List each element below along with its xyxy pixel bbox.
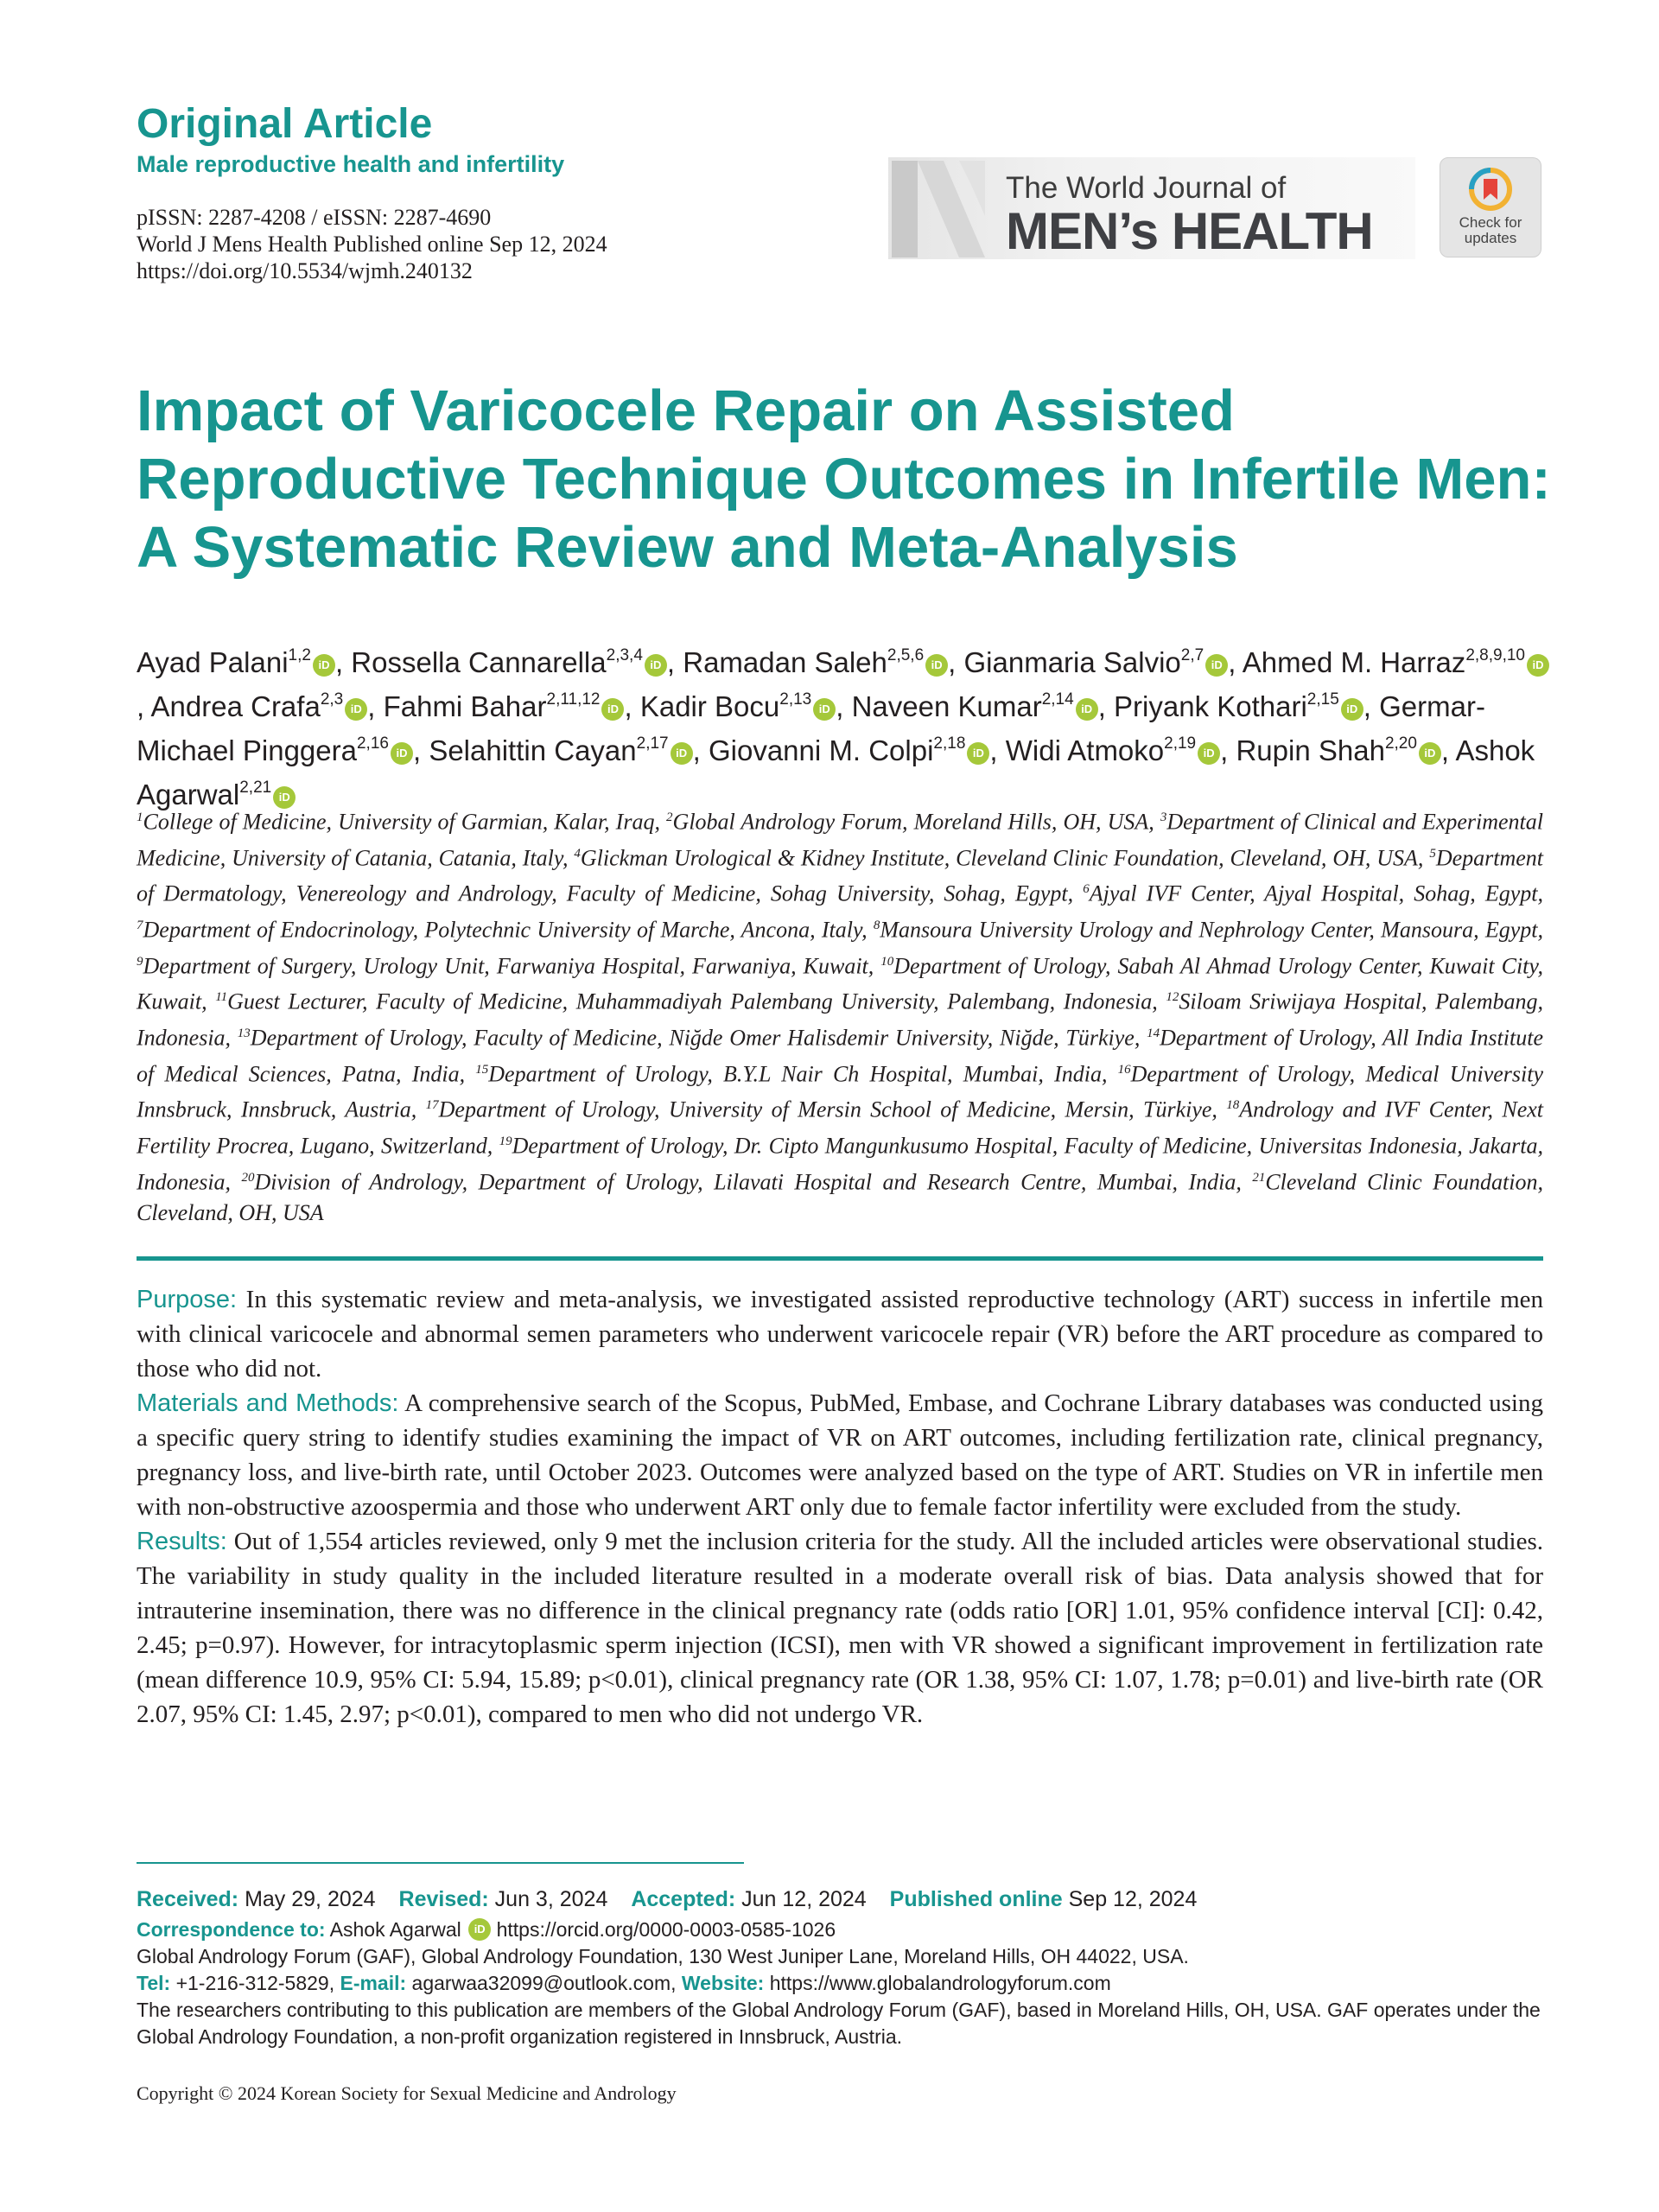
author-affiliation-ref: 2,7 xyxy=(1180,646,1205,664)
issn: pISSN: 2287-4208 / eISSN: 2287-4690 xyxy=(137,204,492,230)
website-link[interactable]: https://www.globalandrologyforum.com xyxy=(764,1972,1111,1994)
abstract xyxy=(137,1282,1543,1732)
affiliation-text: Department of Urology, University of Mersin School of Medicine, Mersin, Türkiye, xyxy=(438,1096,1227,1122)
received-date: May 29, 2024 xyxy=(238,1887,376,1911)
affiliation-number: 9 xyxy=(137,954,143,969)
crossmark-icon xyxy=(1468,167,1513,212)
author-name: Priyank Kothari xyxy=(1114,690,1307,722)
author-name: Ayad Palani xyxy=(137,646,289,678)
author xyxy=(429,734,692,766)
affiliation-text: Ajyal IVF Center, Ajyal Hospital, Sohag, Egypt, xyxy=(1089,880,1543,906)
affiliation-number: 21 xyxy=(1252,1170,1266,1185)
author-name: Widi Atmoko xyxy=(1005,734,1165,766)
affiliation-list xyxy=(137,802,1543,1229)
footnote xyxy=(137,1882,1543,2050)
correspondence-label: Correspondence to: xyxy=(137,1918,326,1941)
affiliation-text: Department of Urology, Medical University Innsbruck, Innsbruck, Austria, xyxy=(137,1061,1543,1122)
orcid-icon[interactable]: iD xyxy=(645,654,667,677)
affiliation-number: 13 xyxy=(237,1026,251,1040)
author xyxy=(683,646,948,678)
check-for-updates-label xyxy=(1440,215,1541,246)
publication-info xyxy=(137,204,607,284)
author xyxy=(137,646,335,678)
author xyxy=(640,690,836,722)
author-name: Giovanni M. Colpi xyxy=(708,734,934,766)
author xyxy=(1236,734,1440,766)
accepted-date: Jun 12, 2024 xyxy=(735,1887,867,1911)
affiliation-text: Department of Urology, B.Y.L Nair Ch Hospital, Mumbai, India, xyxy=(488,1061,1118,1087)
affiliation-number: 19 xyxy=(499,1134,512,1148)
author-affiliation-ref: 2,3 xyxy=(320,690,344,709)
abstract-methods xyxy=(137,1386,1543,1524)
affiliation-number: 20 xyxy=(241,1170,255,1185)
affiliation-number: 1 xyxy=(137,810,143,824)
results-text: Out of 1,554 articles reviewed, only 9 met the inclusion criteria for the study. All the included articles were observational studies. The variability in study quality in the included literature resulted in a moderate overall risk of bias. Data analysis showed that for intrauterine insemination, there was no difference in the clinical pregnancy rate (odds ratio [OR] 1.01, 95% confidence interval [CI]: 0.42, 2.45; p=0.97). However, for intracytoplasmic sperm injection (ICSI), men with VR showed a significant improvement in fertilization rate (mean difference 10.9, 95% CI: 5.94, 15.89; p<0.01), clinical pregnancy rate (OR 1.38, 95% CI: 1.07, 1.78; p=0.01) and live-birth rate (OR 2.07, 95% CI: 1.45, 2.97; p<0.01), compared to men who did not undergo VR. xyxy=(137,1528,1543,1728)
author-affiliation-ref: 2,14 xyxy=(1041,690,1074,709)
affiliation-number: 14 xyxy=(1147,1026,1160,1040)
author-name: Andrea Crafa xyxy=(150,690,321,722)
orcid-icon[interactable]: iD xyxy=(1198,742,1220,765)
orcid-icon[interactable]: iD xyxy=(313,654,335,677)
dates-line xyxy=(137,1882,1543,1916)
correspondence-line xyxy=(137,1916,1543,1943)
author-affiliation-ref: 2,16 xyxy=(356,734,389,753)
affiliation-number: 8 xyxy=(873,918,880,932)
check-label-line-1: Check for xyxy=(1459,214,1522,231)
affiliation-number: 4 xyxy=(574,846,581,861)
author xyxy=(964,646,1229,678)
doi-link[interactable]: https://doi.org/10.5534/wjmh.240132 xyxy=(137,257,473,283)
affiliation-text: Glickman Urological & Kidney Institute, Cleveland Clinic Foundation, Cleveland, OH, USA, xyxy=(580,845,1430,871)
author-affiliation-ref: 2,13 xyxy=(779,690,812,709)
affiliation-text: Department of Endocrinology, Polytechnic University of Marche, Ancona, Italy, xyxy=(143,917,874,943)
published-label: Published online xyxy=(889,1887,1063,1911)
affiliation-text: Department of Dermatology, Venereology and Andrology, Faculty of Medicine, Sohag University, Sohag, Egypt, xyxy=(137,845,1544,906)
revised-date: Jun 3, 2024 xyxy=(488,1887,608,1911)
address-line: Global Andrology Forum (GAF), Global Andrology Foundation, 130 West Juniper Lane, Moreland Hills, OH 44022, USA. xyxy=(137,1945,1189,1967)
affiliation-number: 10 xyxy=(880,954,894,969)
author-affiliation-ref: 2,15 xyxy=(1306,690,1339,709)
orcid-icon[interactable]: iD xyxy=(468,1918,491,1941)
website-label: Website: xyxy=(681,1972,765,1994)
affiliation-number: 16 xyxy=(1117,1062,1131,1077)
author xyxy=(1243,646,1549,678)
orcid-icon[interactable]: iD xyxy=(1205,654,1228,677)
check-for-updates-badge[interactable] xyxy=(1440,157,1541,257)
affiliation-number: 3 xyxy=(1160,810,1167,824)
affiliation-number: 2 xyxy=(666,810,673,824)
author-affiliation-ref: 2,8,9,10 xyxy=(1465,646,1525,664)
correspondence-name: Ashok Agarwal xyxy=(325,1918,467,1941)
author-affiliation-ref: 2,20 xyxy=(1384,734,1417,753)
affiliation-text: Guest Lecturer, Faculty of Medicine, Muhammadiyah Palembang University, Palembang, Indonesia, xyxy=(227,988,1166,1014)
abstract-purpose xyxy=(137,1282,1543,1386)
affiliation-number: 17 xyxy=(425,1098,439,1113)
author-name: Rossella Cannarella xyxy=(351,646,607,678)
orcid-icon[interactable]: iD xyxy=(1527,654,1549,677)
tel-value: +1-216-312-5829, xyxy=(170,1972,340,1994)
author-affiliation-ref: 2,5,6 xyxy=(887,646,925,664)
affiliation-number: 7 xyxy=(137,918,143,932)
affiliation-text: Cleveland Clinic Foundation, Cleveland, OH, USA xyxy=(137,1169,1543,1226)
logo-mark-icon xyxy=(888,156,1001,261)
orcid-icon[interactable]: iD xyxy=(813,698,836,721)
affiliation-number: 11 xyxy=(215,990,228,1005)
affiliation-text: Department of Urology, All India Institute of Medical Sciences, Patna, India, xyxy=(137,1025,1543,1087)
author-name: Germar-Michael Pinggera xyxy=(137,690,1485,766)
affiliation-text: Siloam Sriwijaya Hospital, Palembang, Indonesia, xyxy=(137,988,1544,1051)
methods-text: A comprehensive search of the Scopus, PubMed, Embase, and Cochrane Library databases was conducted using a specific query string to identify studies examining the impact of VR on ART outcomes, including fertilization rate, clinical pregnancy, pregnancy loss, and live-birth rate, until October 2023. Outcomes were analyzed based on the type of ART. Studies on VR in infertile men with non-obstructive azoospermia and those who underwent ART only due to female factor infertility were excluded from the study. xyxy=(137,1389,1543,1521)
logo-line-2: MEN’s HEALTH xyxy=(1006,202,1373,260)
methods-label: Materials and Methods: xyxy=(137,1389,399,1417)
affiliation-text: Andrology and IVF Center, Next Fertility Procrea, Lugano, Switzerland, xyxy=(137,1096,1543,1159)
article-subcategory: Male reproductive health and infertility xyxy=(137,150,565,177)
affiliation-text: Department of Urology, Faculty of Medicine, Niğde Omer Halisdemir University, Niğde, Türkiye, xyxy=(250,1025,1147,1051)
footnote-divider xyxy=(137,1862,744,1864)
orcid-icon[interactable]: iD xyxy=(1419,742,1441,765)
author xyxy=(709,734,989,766)
correspondence-orcid-link[interactable]: https://orcid.org/0000-0003-0585-1026 xyxy=(491,1918,836,1941)
author-name: Selahittin Cayan xyxy=(429,734,637,766)
received-label: Received: xyxy=(137,1887,239,1911)
abstract-divider xyxy=(137,1256,1543,1261)
affiliation-text: Department of Urology, Dr. Cipto Mangunkusumo Hospital, Faculty of Medicine, Universitas Indonesia, Jakarta, Indonesia, xyxy=(137,1133,1543,1195)
author-name: Ashok Agarwal xyxy=(137,734,1535,810)
author-affiliation-ref: 2,11,12 xyxy=(546,690,601,709)
copyright: Copyright © 2024 Korean Society for Sexual Medicine and Andrology xyxy=(137,2082,677,2104)
author xyxy=(151,690,368,722)
article-type: Original Article xyxy=(137,101,433,147)
orcid-icon[interactable]: iD xyxy=(1341,698,1363,721)
affiliation-text: Department of Clinical and Experimental Medicine, University of Catania, Catania, Italy, xyxy=(137,809,1544,871)
author-affiliation-ref: 2,21 xyxy=(239,779,272,797)
affiliation-text: College of Medicine, University of Garmian, Kalar, Iraq, xyxy=(143,809,667,835)
article-header xyxy=(137,102,607,284)
author xyxy=(1114,690,1363,722)
orcid-icon[interactable]: iD xyxy=(391,742,413,765)
author-affiliation-ref: 2,17 xyxy=(636,734,669,753)
orcid-icon[interactable]: iD xyxy=(1076,698,1098,721)
affiliation-number: 6 xyxy=(1083,882,1090,897)
tel-label: Tel: xyxy=(137,1972,171,1994)
author-name: Ahmed M. Harraz xyxy=(1242,646,1466,678)
abstract-results xyxy=(137,1524,1543,1732)
orcid-icon[interactable]: iD xyxy=(671,742,693,765)
author xyxy=(384,690,625,722)
affiliation-text: Department of Surgery, Urology Unit, Farwaniya Hospital, Farwaniya, Kuwait, xyxy=(143,953,881,979)
gaf-note: The researchers contributing to this publication are members of the Global Andrology Forum (GAF), based in Moreland Hills, OH, USA. GAF operates under the Global Andrology Foundation, a non-profit organization registered in Innsbruck, Austria. xyxy=(137,1999,1541,2048)
author-name: Kadir Bocu xyxy=(639,690,780,722)
accepted-label: Accepted: xyxy=(631,1887,736,1911)
affiliation-text: Mansoura University Urology and Nephrology Center, Mansoura, Egypt, xyxy=(880,917,1543,943)
journal-logo xyxy=(888,156,1415,261)
author xyxy=(852,690,1098,722)
author-affiliation-ref: 2,3,4 xyxy=(606,646,643,664)
affiliation-number: 12 xyxy=(1166,990,1179,1005)
author-name: Naveen Kumar xyxy=(851,690,1042,722)
author-name: Fahmi Bahar xyxy=(383,690,547,722)
orcid-icon[interactable]: iD xyxy=(967,742,989,765)
affiliation-number: 5 xyxy=(1429,846,1436,861)
orcid-icon[interactable]: iD xyxy=(273,786,296,809)
author-affiliation-ref: 2,19 xyxy=(1164,734,1197,753)
author-name: Gianmaria Salvio xyxy=(963,646,1181,678)
email-link[interactable]: agarwaa32099@outlook.com, xyxy=(406,1972,682,1994)
paper-title: Impact of Varicocele Repair on Assisted Reproductive Technique Outcomes in Infertile Men: A Systematic Review and Meta-Analysis xyxy=(137,378,1551,580)
orcid-icon[interactable]: iD xyxy=(925,654,948,677)
affiliation-text: Global Andrology Forum, Moreland Hills, OH, USA, xyxy=(672,809,1160,835)
published-date: Sep 12, 2024 xyxy=(1062,1887,1198,1911)
revised-label: Revised: xyxy=(398,1887,489,1911)
affiliation-text: Division of Andrology, Department of Urology, Lilavati Hospital and Research Centre, Mumbai, India, xyxy=(254,1169,1253,1195)
author-name: Ramadan Saleh xyxy=(683,646,887,678)
orcid-icon[interactable]: iD xyxy=(345,698,367,721)
check-label-line-2: updates xyxy=(1464,230,1517,246)
author-list: Ayad Palani$^{1,2}$iD , Rossella Cannarella$^{2,3,4}$iD , Ramadan Saleh$^{2,5,6}$iD , Gianmaria Salvio$^{2,7}$iD , Ahmed M. Harraz$^{2,8,9,10}$iD, Andrea Crafa$^{2,3}$iD , Fahmi Bahar$^{2,11,12}$iD , Kadir Bocu$^{2,13}$iD , Naveen Kumar$^{2,14}$iD , Priyank Kothari$^{2,15}$iD , Germar-Michael Pinggera$^{2,16}$iD , Selahittin Cayan$^{2,17}$iD , Giovanni M. Colpi$^{2,18}$iD , Widi Atmoko$^{2,19}$iD , Rupin Shah$^{2,20}$iD , Ashok Agarwal$^{2,21}$iD xyxy=(137,638,1554,814)
orcid-icon[interactable]: iD xyxy=(601,698,624,721)
author xyxy=(351,646,667,678)
author-name: Rupin Shah xyxy=(1236,734,1385,766)
affiliation-text: Department of Urology, Sabah Al Ahmad Urology Center, Kuwait City, Kuwait, xyxy=(137,953,1543,1014)
author xyxy=(1006,734,1220,766)
affiliation-number: 18 xyxy=(1226,1098,1240,1113)
email-label: E-mail: xyxy=(340,1972,407,1994)
purpose-label: Purpose: xyxy=(137,1286,238,1313)
results-label: Results: xyxy=(137,1528,227,1555)
author-affiliation-ref: 2,18 xyxy=(933,734,966,753)
purpose-text: In this systematic review and meta-analysis, we investigated assisted reproductive technology (ART) success in infertile men with clinical varicocele and abnormal semen parameters who underwent varicocele repair (VR) before the ART procedure as compared to those who did not. xyxy=(137,1286,1543,1382)
logo-line-1: The World Journal of xyxy=(1006,171,1287,205)
published-line: World J Mens Health Published online Sep 12, 2024 xyxy=(137,231,607,257)
affiliation-number: 15 xyxy=(475,1062,489,1077)
author-affiliation-ref: 1,2 xyxy=(288,646,311,664)
contact-line xyxy=(137,1970,1543,1997)
